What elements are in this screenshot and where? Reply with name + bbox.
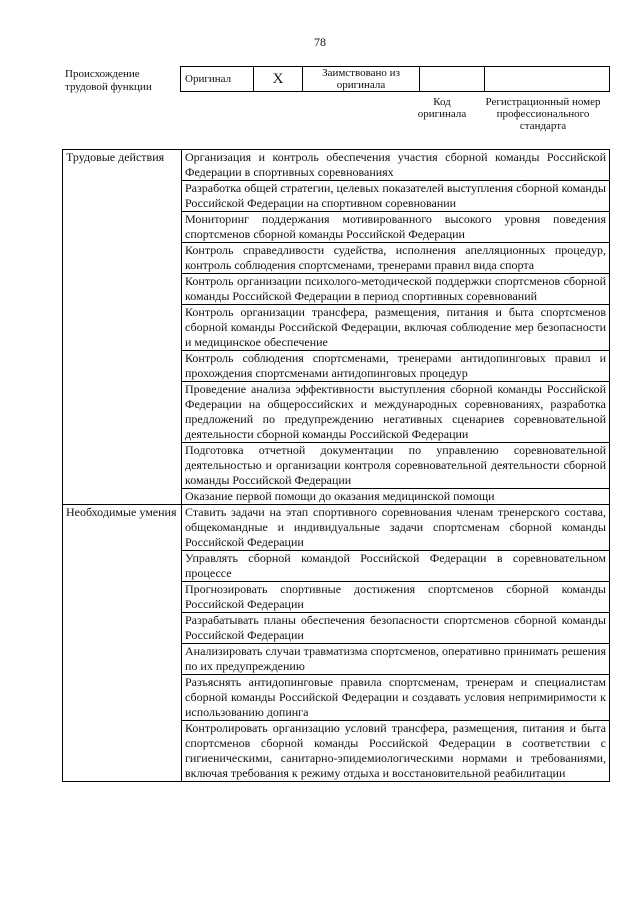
original-cell: Оригинал: [181, 67, 254, 92]
section-item: Анализировать случаи травматизма спортсменов, оперативно принимать решения по их предупреждению: [182, 644, 610, 675]
section-item: Контроль организации трансфера, размещения, питания и быта спортсменов сборной команды Российской Федерации, включая соблюдение мер безопасности и медицинское обеспечение: [182, 305, 610, 351]
section-item: Управлять сборной командой Российской Федерации в соревновательном процессе: [182, 551, 610, 582]
section-item: Подготовка отчетной документации по управлению соревновательной деятельностью и организации контроля соревновательной деятельности сборной команды Российской Федерации: [182, 443, 610, 489]
section-item: Организация и контроль обеспечения участия сборной команды Российской Федерации в спортивных соревнованиях: [182, 150, 610, 181]
origin-label: Происхождение трудовой функции: [65, 68, 152, 93]
section-item: Контроль организации психолого-методической поддержки спортсменов сборной команды Российской Федерации в период спортивных соревнований: [182, 274, 610, 305]
section-label: Трудовые действия: [63, 150, 182, 505]
page-number: 78: [314, 35, 326, 49]
code-cell: [420, 67, 485, 92]
table-row: [63, 150, 610, 181]
code-caption: Код оригинала: [417, 96, 467, 120]
section-item: Контролировать организацию условий трансфера, размещения, питания и быта спортсменов сборной команды Российской Федерации в соответствии с гигиеническими, санитарно-эпидемиологическими нормами и требованиями, включая требования к режиму отдыха и восстановительной реабилитации: [182, 721, 610, 782]
section-label: Необходимые умения: [63, 505, 182, 782]
section-item: Мониторинг поддержания мотивированного высокого уровня поведения спортсменов сборной команды Российской Федерации: [182, 212, 610, 243]
functions-table: [62, 149, 610, 782]
section-item: Ставить задачи на этап спортивного соревнования членам тренерского состава, общекомандные и индивидуальные задачи спортсменам сборной команды Российской Федерации: [182, 505, 610, 551]
section-item: Проведение анализа эффективности выступления сборной команды Российской Федерации на общероссийских и международных соревнованиях, разработка предложений по предупреждению негативных сценариев соревновательной деятельности сборной команды Российской Федерации: [182, 382, 610, 443]
original-mark: X: [254, 67, 303, 92]
section-item: Контроль соблюдения спортсменами, тренерами антидопинговых правил и прохождения спортсменами антидопинговых процедур: [182, 351, 610, 382]
section-item: Прогнозировать спортивные достижения спортсменов сборной команды Российской Федерации: [182, 582, 610, 613]
section-item: Разрабатывать планы обеспечения безопасности спортсменов сборной команды Российской Федерации: [182, 613, 610, 644]
section-item: Разработка общей стратегии, целевых показателей выступления сборной команды Российской Федерации на спортивном соревновании: [182, 181, 610, 212]
origin-table: [180, 66, 610, 92]
reg-number-cell: [485, 67, 610, 92]
reg-number-caption: Регистрационный номер профессионального стандарта: [485, 96, 601, 132]
section-item: Контроль справедливости судейства, исполнения апелляционных процедур, контроль соблюдения спортсменами, тренерами правил вида спорта: [182, 243, 610, 274]
borrowed-cell: Заимствовано из оригинала: [303, 67, 420, 92]
section-item: Оказание первой помощи до оказания медицинской помощи: [182, 489, 610, 505]
table-row: [63, 505, 610, 551]
section-item: Разъяснять антидопинговые правила спортсменам, тренерам и специалистам сборной команды Российской Федерации и создавать условия непримиримости к использованию допинга: [182, 675, 610, 721]
